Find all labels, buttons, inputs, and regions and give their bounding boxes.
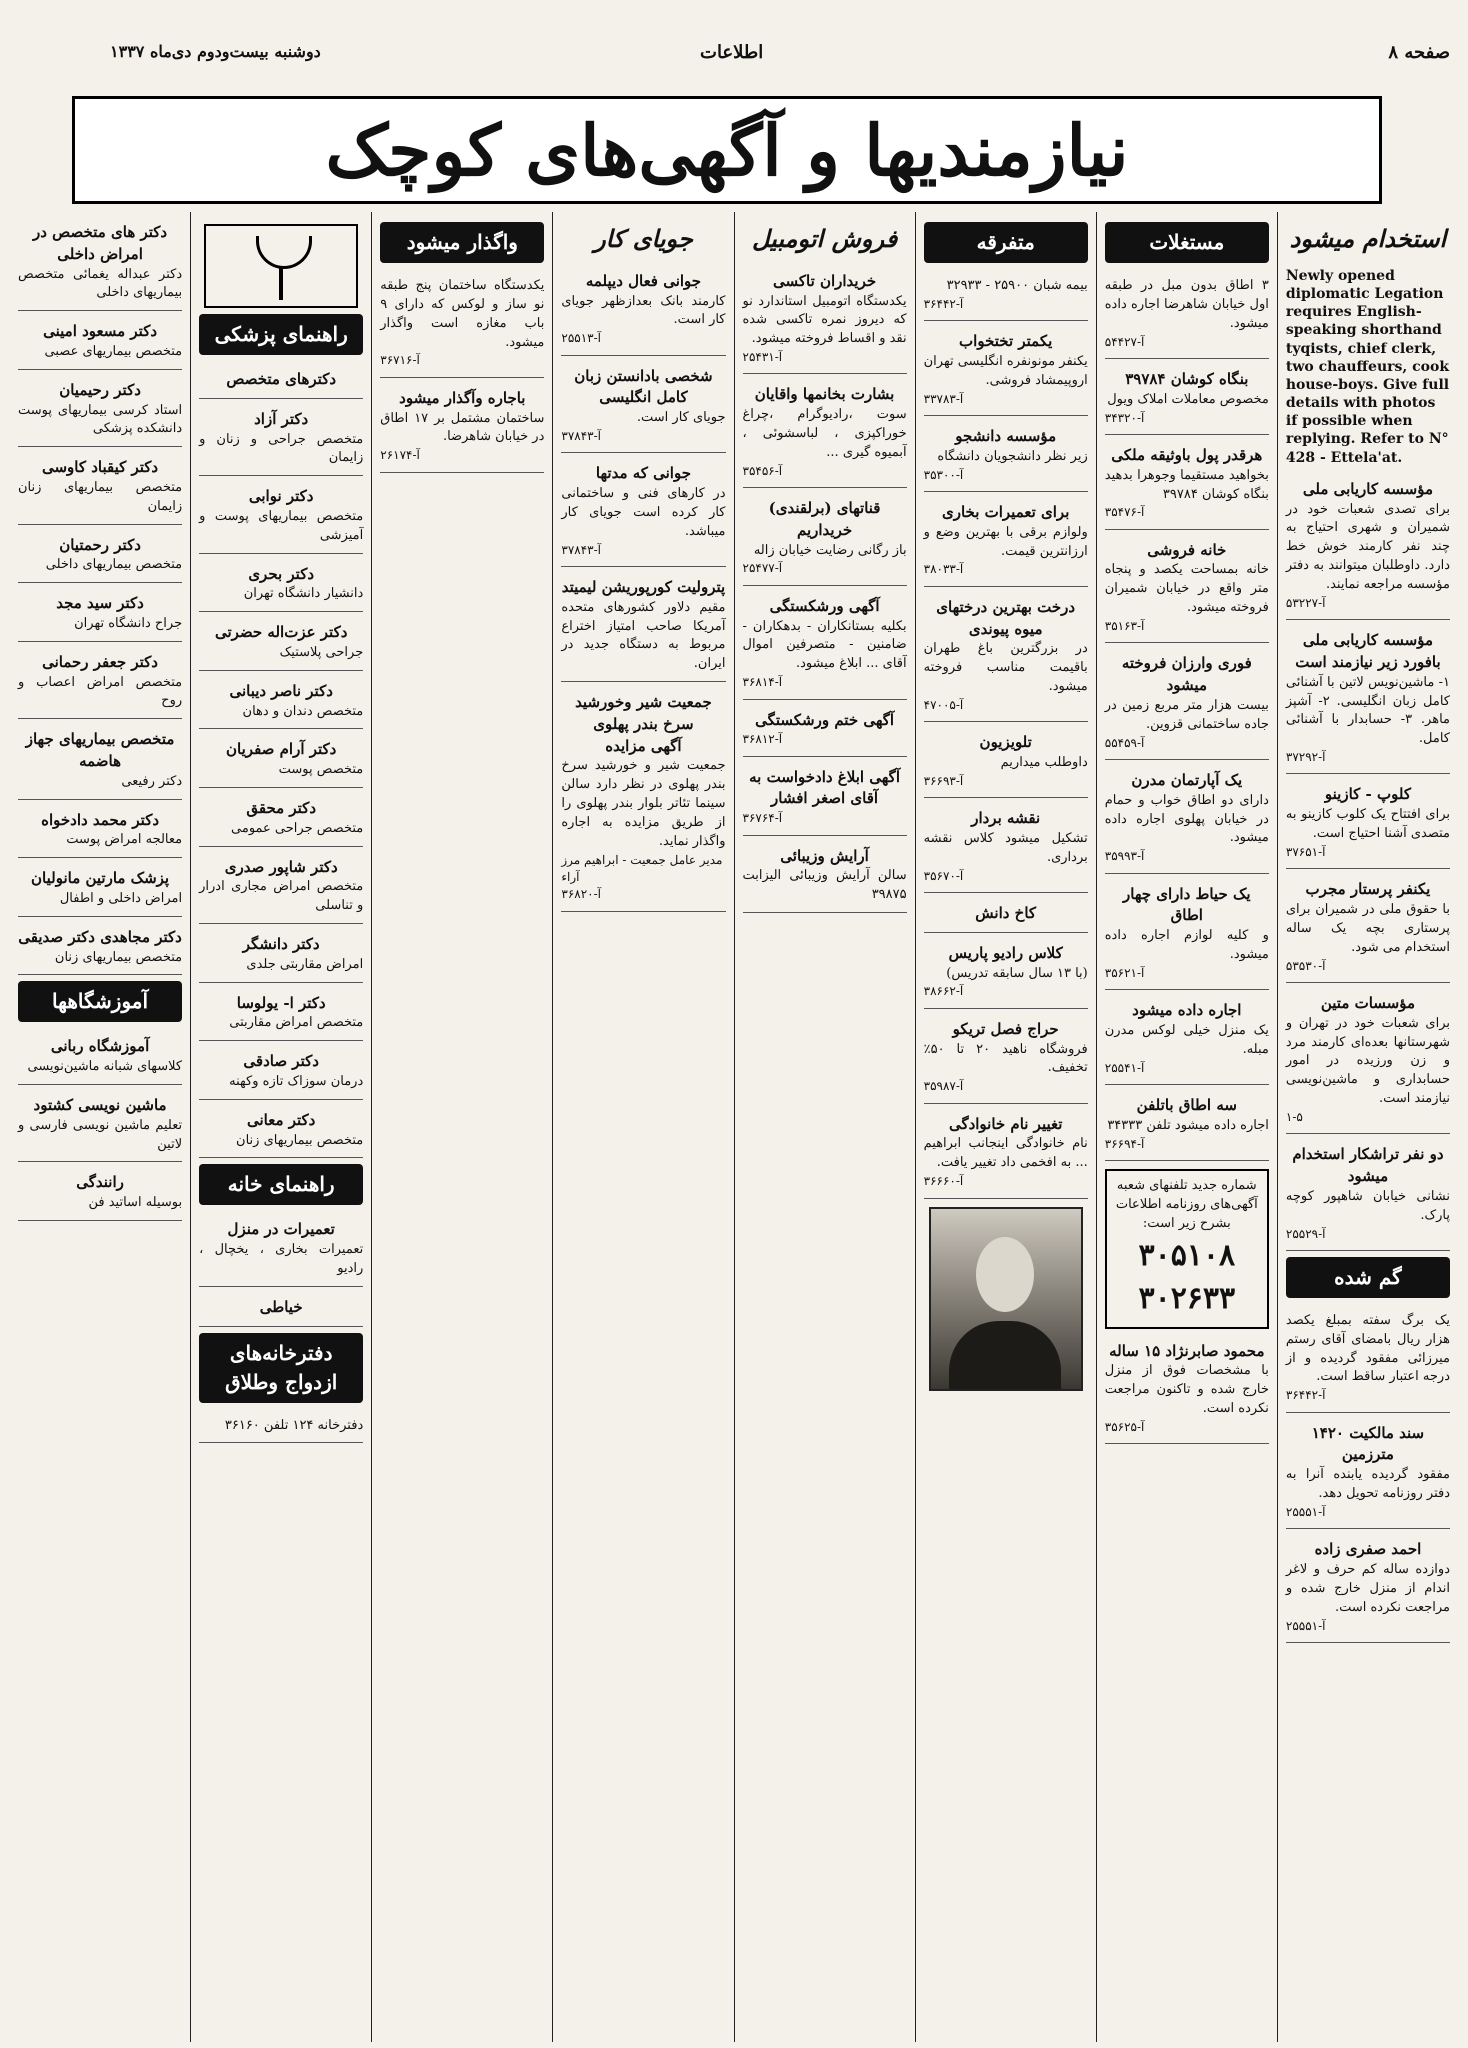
- classified-ad: [1105, 649, 1269, 760]
- banner-title: نیازمندیها و آگهی‌های کوچک: [325, 108, 1129, 192]
- classified-ad: [1286, 989, 1450, 1134]
- doctor-ad: [199, 1047, 363, 1100]
- classified-ad: [1286, 780, 1450, 869]
- ad-text: دوازده ساله کم حرف و لاغر اندام از منزل خارج شده و مراجعت نکرده است.: [1285, 1562, 1450, 1615]
- column-heading: فروش اتومبیل: [751, 224, 898, 253]
- ad-text: دکتر عبداله یغمائی متخصص بیماریهای داخلی: [18, 266, 183, 301]
- ad-text: یک برگ سفته بمبلغ یکصد هزار ریال بامضای آقای رستم میرزائی مفقود گردیده و از درجه اعتبار ساقط است.: [1285, 1312, 1450, 1385]
- ad-number: آ-۲۵۵۴۱: [1104, 1060, 1145, 1075]
- classified-ad: [1105, 996, 1269, 1085]
- ad-number: آ-۳۵۳۰۰: [923, 467, 964, 482]
- classified-ad: [924, 327, 1088, 416]
- ad-title: هرقدر پول باوثیقه ملکی: [1111, 445, 1263, 464]
- tailor-ad: خیاطی: [199, 1293, 363, 1327]
- ad-number: آ-۳۴۳۲۰: [1104, 410, 1145, 425]
- doctor-ad: [18, 864, 182, 917]
- ad-title: دکتر معانی: [247, 1110, 316, 1129]
- ad-text: متخصص پوست: [278, 762, 364, 778]
- ad-text: دانشیار دانشگاه تهران: [243, 586, 364, 602]
- classified-ad: [743, 380, 907, 488]
- ad-title: مؤسسه کاریابی ملی: [1302, 479, 1433, 498]
- ad-text: در کارهای فنی و ساختمانی کار کرده است جویای کار میباشد.: [561, 486, 726, 539]
- ad-text: ولوازم برقی با بهترین وضع و ارزانترین قیمت.: [923, 524, 1088, 559]
- ad-number: آ-۳۸۶۶۲: [923, 984, 964, 999]
- ad-text: معالجه امراض پوست: [66, 832, 183, 848]
- ad-text: مفقود گردیده یابنده آنرا به دفتر روزنامه تحویل دهد.: [1285, 1467, 1450, 1502]
- ad-title: دکتر محقق: [246, 799, 317, 817]
- classified-ad: [924, 1015, 1088, 1104]
- classified-ad: [1286, 626, 1450, 774]
- classified-ad: [1105, 273, 1269, 359]
- ad-title: دکتر های متخصص در امراض داخلی: [33, 223, 168, 263]
- classified-ad: [380, 273, 544, 378]
- ad-text: باز رگانی رضایت خیابان زاله: [753, 542, 907, 558]
- ad-number: آ-۵۳۵۳۰: [1285, 958, 1326, 973]
- ad-text: متخصص امراض اعصاب و روح: [18, 674, 183, 709]
- ad-number: آ-۲۵۴۳۱: [742, 350, 783, 365]
- ad-title: کلاس رادیو پاریس: [948, 943, 1063, 962]
- ad-number: آ-۵۳۲۲۷: [1285, 595, 1326, 610]
- notice-title: پترولیت کورپوریشن لیمیتد: [561, 578, 726, 597]
- school-ad: [18, 1168, 182, 1221]
- ad-text: امراض مقاربتی جلدی: [246, 956, 364, 972]
- classified-ad: [1286, 1140, 1450, 1251]
- ad-title: دکتر آرام صفریان: [226, 740, 337, 759]
- classified-ad: [1286, 875, 1450, 983]
- notice-title: آگهی ورشکستگی: [769, 596, 880, 615]
- ad-title: دکتر مسعود امینی: [43, 322, 158, 341]
- ad-text: متخصص جراحی و زنان و زایمان: [199, 431, 364, 466]
- ad-number: آ-۲۵۵۲۹: [1285, 1226, 1326, 1241]
- phone-number-1: ۳۰۵۱۰۸: [1138, 1237, 1236, 1273]
- ad-number: ۱-۵: [1285, 1109, 1303, 1124]
- classified-ad: [924, 728, 1088, 798]
- section-banner: [72, 96, 1382, 204]
- classified-ad: [924, 498, 1088, 587]
- column-real-estate: [1096, 212, 1277, 2042]
- doctor-ad: [199, 560, 363, 613]
- ad-number: آ-۲۶۱۷۴: [380, 448, 420, 463]
- ad-number: آ-۳۷۶۵۱: [1285, 844, 1326, 859]
- notice-text: جمعیت شیر و خورشید سرخ بندر پهلوی در نظر دارد سالن سینما تئاتر بلوار بندر پهلوی را از طریق مزایده به اجاره واگذار نماید.: [561, 758, 726, 849]
- page-number: صفحه ۸: [1388, 42, 1450, 63]
- ad-title: یک حیاط دارای چهار اطاق: [1123, 884, 1251, 925]
- beauty-salon-ad: [743, 842, 907, 913]
- issue-date: دوشنبه بیست‌ودوم دی‌ماه ۱۳۳۷: [110, 42, 321, 61]
- classified-ad: [1105, 766, 1269, 874]
- ad-title: پزشک مارتین مانولیان: [31, 869, 170, 888]
- ad-number: آ-۳۶۶۹۴: [1104, 1136, 1145, 1151]
- ad-text: متخصص دندان و دهان: [242, 703, 364, 719]
- ad-text: فروشگاه ناهید ۲۰ تا ۵۰٪ تخفیف.: [923, 1041, 1088, 1076]
- ad-text: یکدستگاه اتومبیل استاندارد نو که دیروز نمره تاکسی شده نقد و اقساط فروخته میشود.: [742, 293, 907, 347]
- ad-title: دکتر دانشگر: [242, 935, 320, 954]
- ad-number: آ-۳۶۶۹۳: [923, 773, 964, 788]
- bankruptcy-notice: [743, 592, 907, 700]
- ad-text: یک منزل خیلی لوکس مدرن مبله.: [1104, 1022, 1269, 1057]
- phone-number-2: ۳۰۲۶۳۳: [1138, 1281, 1236, 1317]
- ad-text: جراحی پلاستیک: [279, 644, 364, 660]
- ad-number: آ-۳۸۰۳۳: [923, 562, 964, 577]
- schools-heading: آموزشگاهها: [18, 981, 182, 1022]
- ad-text: تشکیل میشود کلاس نقشه برداری.: [923, 831, 1088, 865]
- classified-ad: [924, 422, 1088, 492]
- classified-ad: [924, 804, 1088, 893]
- ad-text: استاد کرسی بیماریهای پوست دانشکده پزشکی: [18, 402, 183, 437]
- ad-number: آ-۳۷۸۴۳: [561, 542, 601, 557]
- ad-title: شخصی بادانستن زبان کامل انگلیسی: [574, 366, 713, 407]
- classified-ad: [924, 273, 1088, 321]
- ad-title: درخت بهترین درختهای میوه پیوندی: [936, 597, 1076, 638]
- notice-number: آ-۳۶۷۶۴: [742, 811, 783, 826]
- ad-text: ۳ اطاق بدون مبل در طبقه اول خیابان شاهرضا اجاره داده میشود.: [1104, 278, 1269, 331]
- doctor-ad: [199, 735, 363, 788]
- ad-title: آموزشگاه ربانی: [50, 1037, 150, 1056]
- ad-text: مخصوص معاملات املاک ویول: [1107, 391, 1269, 407]
- ad-number: آ-۳۶۶۶۰: [923, 1174, 964, 1189]
- ad-text: بوسیله اساتید فن: [88, 1195, 183, 1211]
- ad-text: با مشخصات فوق از منزل خارج شده و تاکنون مراجعت نکرده است.: [1104, 1363, 1269, 1417]
- doctor-ad: [199, 405, 363, 476]
- ad-text: متخصص جراحی عمومی: [231, 820, 364, 836]
- ad-title: متخصص بیماریهای جهاز هاضمه: [25, 730, 175, 771]
- column-medical-guide: [190, 212, 371, 2042]
- ad-text: یکدستگاه ساختمان پنج طبقه نو ساز و لوکس که دارای ۹ باب مغازه است واگذار میشود.: [380, 278, 545, 350]
- classified-ad: [1105, 441, 1269, 530]
- column-employment: [1277, 212, 1458, 2042]
- classified-ad: [924, 939, 1088, 1009]
- classified-ad: [743, 494, 907, 586]
- ad-text: زیر نظر دانشجویان دانشگاه: [937, 448, 1088, 464]
- classified-ad: [743, 267, 907, 375]
- ad-title: دکتر کیقباد کاوسی: [41, 458, 159, 477]
- ad-number: آ-۳۵۶۲۱: [1104, 965, 1145, 980]
- ad-text: (با ۱۳ سال سابقه تدریس): [946, 965, 1088, 981]
- notice-text: سالن آرایش وزیبائی الیزابت ۳۹۸۷۵: [742, 868, 907, 903]
- ad-title: دکتر سید مجد: [56, 594, 144, 613]
- ad-text: برای افتتاح یک کلوب کازینو به متصدی آشنا احتیاج است.: [1285, 807, 1450, 842]
- classified-ad: [1105, 880, 1269, 991]
- portrait-photo: [929, 1207, 1083, 1391]
- ad-number: آ-۳۵۶۲۵: [1104, 1419, 1145, 1434]
- ad-number: آ-۲۵۵۵۱: [1285, 1618, 1326, 1633]
- ad-text: جویای کار است.: [636, 410, 726, 426]
- ad-title: تغییر نام خانوادگی: [948, 1114, 1063, 1133]
- ad-text: متخصص بیماریهای عصبی: [44, 343, 183, 359]
- ad-title: تلویزیون: [979, 733, 1032, 752]
- ad-text: متخصص بیماریهای پوست و آمیزشی: [199, 508, 364, 543]
- ad-title: بنگاه کوشان ۳۹۷۸۴: [1125, 369, 1249, 388]
- column-car-sales: [734, 212, 915, 2042]
- ad-title: فوری وارزان فروخته میشود: [1121, 654, 1252, 695]
- notice-number: آ-۳۶۸۱۴: [742, 675, 783, 690]
- ad-title: مؤسسات متین: [1320, 993, 1416, 1012]
- ad-text: کارمند بانک بعدازظهر جویای کار است.: [561, 293, 726, 328]
- ad-title: احمد صفری زاده: [1314, 1540, 1422, 1559]
- notice-text: مقیم دلاور کشورهای متحده آمریکا صاحب امتیاز اختراع مربوط به دستگاه جدید در ایران.: [561, 599, 726, 672]
- doctor-ad: [18, 648, 182, 719]
- summons-notice: [743, 763, 907, 836]
- ad-title: کاخ دانش: [975, 904, 1037, 923]
- column-heading: متفرقه: [924, 222, 1088, 263]
- notice-title: آگهی ابلاغ دادخواست به آقای اصغر افشار: [749, 767, 900, 808]
- doctor-ad: [18, 806, 182, 859]
- ad-number: آ-۳۷۲۹۲: [1285, 750, 1326, 765]
- classified-ad: [561, 267, 725, 356]
- doctor-ad: [199, 930, 363, 983]
- ad-text: دکتر رفیعی: [121, 773, 183, 789]
- ad-title: سه اطاق باتلفن: [1136, 1096, 1237, 1115]
- ad-title: دکتر عزت‌اله حضرتی: [214, 623, 348, 642]
- classified-ad: [561, 459, 725, 567]
- ad-text: در بزرگترین باغ طهران باقیمت مناسب فروخته میشود.: [923, 641, 1088, 695]
- doctor-ad: [199, 482, 363, 553]
- column-doctors: [10, 212, 190, 2042]
- missing-person-ad: [1105, 1337, 1269, 1445]
- doctor-ad: [18, 376, 182, 447]
- column-heading: مستغلات: [1105, 222, 1269, 263]
- ad-title: اجاره داده میشود: [1132, 1001, 1242, 1020]
- ad-number: آ-۲۵۴۷۷: [742, 561, 783, 576]
- ad-text: برای تصدی شعبات خود در شمیران و شهری احتیاج به چند نفر کارمند خوش خط دارد. داوطلبان میتوانند به دفتر مؤسسه مراجعه نمایند.: [1285, 501, 1450, 592]
- doctor-ad: [18, 725, 182, 799]
- classified-ad: [1105, 536, 1269, 644]
- notice-subtitle: آگهی مزایده: [605, 736, 682, 755]
- ad-text: متخصص امراض مجاری ادرار و تناسلی: [199, 879, 364, 914]
- phone-box-title: شماره جدید تلفنهای شعبه آگهی‌های روزنامه اطلاعات: [1115, 1178, 1258, 1212]
- doctor-ad: [18, 317, 182, 370]
- marriage-office-heading: دفترخانه‌های ازدواج وطلاق: [199, 1333, 363, 1403]
- ad-text: داوطلب میداریم: [1000, 755, 1088, 771]
- ad-title: دو نفر تراشکار استخدام میشود: [1292, 1145, 1444, 1186]
- school-ad: [18, 1091, 182, 1162]
- classified-ad: [1105, 365, 1269, 435]
- ad-title: جوانی که مدتها: [595, 464, 691, 483]
- ad-title: سند مالکیت ۱۴۲۰ مترزمین: [1311, 1423, 1425, 1464]
- ad-text: ساختمان مشتمل بر ۱۷ اطاق در خیابان شاهرضا.: [380, 410, 545, 445]
- notice-number: آ-۳۶۸۲۰: [561, 887, 601, 902]
- doctor-ad: [199, 794, 363, 847]
- ad-text: ۱- ماشین‌نویس لاتین با آشنائی کامل زبان انگلیسی. ۲- آشپز ماهر. ۳- حسابدار با آشنائی کامل.: [1285, 674, 1451, 747]
- column-heading: استخدام میشود: [1289, 224, 1447, 253]
- marriage-office-ad: دفترخانه ۱۲۴ تلفن ۳۶۱۶۰: [199, 1413, 363, 1444]
- classified-ad: [1105, 1091, 1269, 1161]
- notice-signature: مدیر عامل جمعیت - ابراهیم مرز آراء: [561, 852, 723, 885]
- ad-title: یکمتر تختخواب: [959, 332, 1053, 351]
- ad-title: خریداران تاکسی: [772, 271, 877, 290]
- doctor-ad: [18, 923, 182, 976]
- home-repair-ad: تعمیرات در منزل تعمیرات بخاری ، یخچال ، رادیو: [199, 1215, 363, 1286]
- doctor-ad: [18, 218, 182, 311]
- lost-ad: [1286, 1535, 1450, 1643]
- ad-title: یک آپارتمان مدرن: [1131, 770, 1243, 789]
- notice-title: آرایش وزیبائی: [780, 846, 869, 865]
- ad-title: دکتر محمد دادخواه: [41, 810, 160, 829]
- ad-number: آ-۳۵۹۹۳: [1104, 849, 1145, 864]
- ad-columns: [10, 212, 1458, 2042]
- lost-heading: گم شده: [1286, 1257, 1450, 1298]
- ad-text: بیمه شبان ۲۵۹۰۰ - ۳۲۹۳۳: [946, 278, 1088, 293]
- ad-number: آ-۵۵۴۵۹: [1104, 735, 1145, 750]
- home-guide-heading: راهنمای خانه: [199, 1164, 363, 1205]
- ad-text: متخصص بیماریهای زنان زایمان: [18, 479, 183, 514]
- ad-text: بیست هزار متر مربع زمین در جاده ساختمانی قزوین.: [1104, 697, 1269, 732]
- ad-number: آ-۳۳۷۸۳: [923, 391, 964, 406]
- ad-number: آ-۲۵۵۱۳: [561, 331, 601, 346]
- ad-text: بخواهید مستقیما وجوهرا بدهید بنگاه کوشان ۳۹۷۸۴: [1104, 467, 1269, 502]
- doctor-ad: [199, 677, 363, 730]
- ad-title: مؤسسه دانشجو: [955, 427, 1057, 446]
- ad-title: یکنفر پرستار مجرب: [1305, 880, 1431, 899]
- ad-number: آ-۳۷۸۴۳: [561, 428, 601, 443]
- phone-box-sub: بشرح زیر است:: [1142, 1215, 1231, 1231]
- ad-title: دکتر صادقی: [243, 1052, 319, 1071]
- ad-text: جراح دانشگاه تهران: [74, 616, 183, 631]
- petroleum-notice: [561, 573, 725, 682]
- column-misc: [915, 212, 1096, 2042]
- ad-title: دکتر مجاهدی دکتر صدیقی: [18, 927, 182, 946]
- phone-numbers-box: [1105, 1169, 1269, 1329]
- ad-title: جوانی فعال دیپلمه: [585, 271, 702, 290]
- doctor-ad: [199, 989, 363, 1042]
- english-ad: Newly opened diplomatic Legation requires English-speaking shorthand tyqists, chief clerk, two chauffeurs, cook house-boys. Give full details with photos if possible when replying. Refer to N° 428 - Ettela'at.: [1285, 267, 1450, 466]
- doctor-ad: [18, 531, 182, 584]
- ad-number: آ-۳۶۴۴۲: [1285, 1388, 1326, 1403]
- column-job-seekers: [552, 212, 733, 2042]
- ad-text: یکنفر مونونفره انگلیسی تهران اروپیمشاد فروشی.: [923, 353, 1088, 388]
- ad-title: دکتر شاپور صدری: [224, 857, 338, 876]
- ad-title: دکتر رحمتیان: [59, 535, 141, 554]
- ad-number: آ-۳۶۷۱۶: [380, 353, 420, 368]
- ad-text: متخصص بیماریهای زنان: [236, 1132, 364, 1148]
- ad-text: خانه بمساحت یکصد و پنجاه متر واقع در خیابان شمیران فروخته میشود.: [1104, 562, 1269, 616]
- ad-number: آ-۲۵۵۵۱: [1285, 1504, 1326, 1519]
- ad-title: ماشین نویسی کشتود: [33, 1096, 167, 1114]
- classified-ad: [924, 899, 1088, 933]
- ad-number: آ-۵۴۴۲۷: [1104, 334, 1145, 349]
- ad-number: آ-۴۷۰۰۵: [923, 697, 964, 712]
- school-ad: [18, 1032, 182, 1085]
- ad-title: نقشه بردار: [971, 809, 1041, 828]
- ad-text: تعلیم ماشین نویسی فارسی و لاتین: [18, 1117, 183, 1152]
- lost-ad: [1286, 1308, 1450, 1413]
- ad-title: برای تعمیرات بخاری: [941, 503, 1070, 522]
- classified-ad: [380, 384, 544, 473]
- ad-text: دارای دو اطاق خواب و حمام در خیابان پهلوی اجاره داده میشود.: [1104, 792, 1269, 846]
- classified-ad: [1286, 475, 1450, 620]
- ad-title: کلوپ - کازینو: [1324, 785, 1411, 804]
- classified-ad: [924, 1110, 1088, 1199]
- ad-text: نشانی خیابان شاهپور کوچه پارک.: [1285, 1188, 1450, 1223]
- ad-title: دکتر جعفر رحمانی: [42, 652, 158, 671]
- classified-ad: [924, 593, 1088, 722]
- ad-text: امراض داخلی و اطفال: [59, 890, 183, 906]
- doctor-ad: [18, 589, 182, 642]
- medical-cup-icon: [204, 224, 358, 308]
- ad-text: کلاسهای شبانه ماشین‌نویسی: [27, 1059, 183, 1075]
- ad-title: دکتر آزاد: [254, 409, 309, 428]
- ad-title: دکتر ا- یولوسا: [236, 993, 326, 1012]
- ad-title: دکتر بحری: [248, 564, 315, 583]
- ad-text: و کلیه لوازم اجاره داده میشود.: [1104, 928, 1269, 962]
- doctor-ad: [199, 1106, 363, 1159]
- ad-title: دکتر رحیمیان: [59, 380, 141, 399]
- ad-title: خانه فروشی: [1147, 540, 1227, 559]
- notice-text: بکلیه بستانکاران - بدهکاران - ضامنین - متصرفین اموال آقای ... ابلاغ میشود.: [742, 618, 907, 672]
- classified-ad: [561, 362, 725, 454]
- ad-text: متخصص بیماریهای داخلی: [45, 557, 183, 573]
- ad-text: متخصص بیماریهای زنان: [54, 949, 183, 965]
- ad-title: رانندگی: [76, 1173, 124, 1192]
- ad-title: دکتر نوابی: [248, 487, 314, 506]
- ad-number: آ-۳۵۱۶۳: [1104, 619, 1145, 634]
- doctor-ad: [199, 853, 363, 924]
- section-title: دکترهای متخصص: [199, 365, 363, 399]
- ad-number: آ-۳۵۹۸۷: [923, 1079, 964, 1094]
- ad-title: باجاره وآگذار میشود: [399, 388, 526, 407]
- ad-text: با حقوق ملی در شمیران برای پرستاری بچه یک ساله استخدام می شود.: [1285, 902, 1450, 955]
- ad-number: آ-۳۵۶۷۰: [923, 868, 964, 883]
- ad-text: اجاره داده میشود تلفن ۳۴۳۳۳: [1107, 1117, 1269, 1133]
- bankruptcy-end-notice: [743, 706, 907, 757]
- ad-title: محمود صابرنژاد ۱۵ ساله: [1109, 1341, 1265, 1360]
- column-heading: واگذار میشود: [380, 222, 544, 263]
- notice-title: جمعیت شیر وخورشید سرخ بندر پهلوی: [575, 693, 712, 733]
- ad-title: دکتر ناصر دیبانی: [229, 681, 333, 700]
- column-heading: راهنمای پزشکی: [199, 314, 363, 355]
- doctor-ad: [18, 453, 182, 524]
- ad-title: قناتهای (برلقندی) خریداریم: [768, 499, 881, 539]
- ad-text: سوت ،رادیوگرام ،چراغ خوراکپزی ، لباسشوئی ، آبمیوه گیری ...: [742, 407, 907, 460]
- lost-ad: [1286, 1419, 1450, 1530]
- ad-number: آ-۳۵۴۷۶: [1104, 505, 1145, 520]
- page-header: [0, 0, 1468, 95]
- notice-title: آگهی ختم ورشکستگی: [755, 710, 895, 729]
- ad-text: متخصص امراض مقاربتی: [229, 1015, 364, 1031]
- ad-title: مؤسسه کاریابی ملی بافورد زیر نیازمند است: [1295, 631, 1441, 671]
- column-heading: جویای کار: [594, 224, 693, 253]
- notice-number: آ-۳۶۸۱۲: [742, 732, 783, 747]
- ad-number: آ-۳۶۴۴۲: [923, 296, 964, 311]
- ad-title: بشارت بخانمها واقایان: [754, 385, 895, 404]
- newspaper-name: اطلاعات: [700, 42, 764, 63]
- ad-title: حراج فصل تریکو: [952, 1019, 1059, 1038]
- ad-text: درمان سوزاک تازه وکهنه: [229, 1073, 364, 1089]
- column-for-lease: [371, 212, 552, 2042]
- doctor-ad: [199, 618, 363, 671]
- auction-notice: [561, 688, 725, 912]
- ad-text: برای شعبات خود در تهران و شهرستانها بعده‌ای کارمند مرد و زن ورزیده در امور حسابداری و ماشین‌نویسی نیازمند است.: [1285, 1015, 1450, 1107]
- ad-text: نام خانوادگی اینجانب ابراهیم ... به افخمی داد تغییر یافت.: [923, 1136, 1088, 1171]
- ad-number: آ-۳۵۴۵۶: [742, 463, 783, 478]
